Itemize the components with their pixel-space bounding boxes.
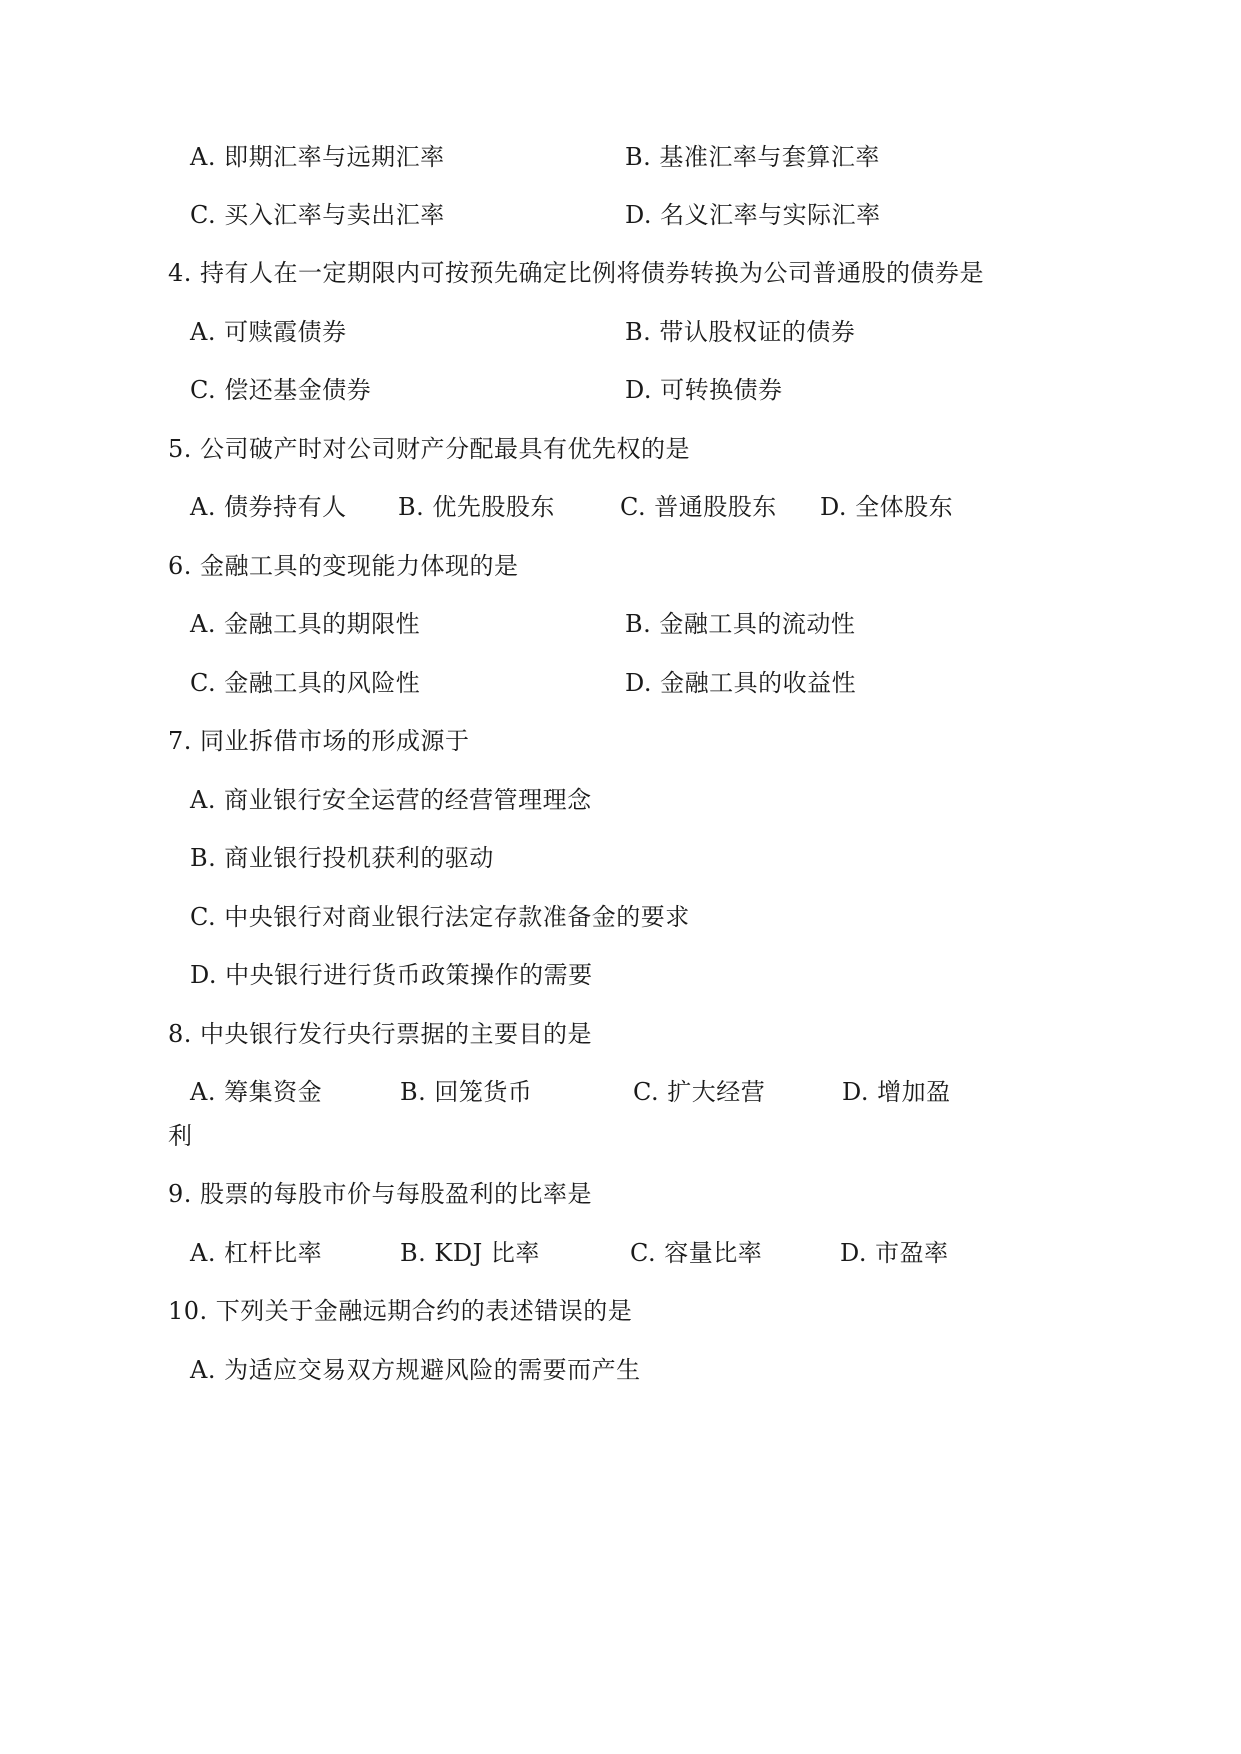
- q4-option-c: C. 偿还基金债券: [190, 376, 372, 404]
- q9-option-a: A. 杠杆比率: [190, 1239, 323, 1267]
- q9-option-b: B. KDJ 比率: [400, 1239, 540, 1267]
- q8-option-d-continued: 利: [168, 1122, 193, 1150]
- q3-option-c: C. 买入汇率与卖出汇率: [190, 201, 445, 229]
- q9-option-d: D. 市盈率: [840, 1239, 949, 1267]
- q7-option-d: D. 中央银行进行货币政策操作的需要: [190, 961, 593, 989]
- q3-option-d: D. 名义汇率与实际汇率: [625, 201, 881, 229]
- q4-option-d: D. 可转换债券: [625, 376, 783, 404]
- q8-option-a: A. 筹集资金: [190, 1078, 323, 1106]
- q5-option-d: D. 全体股东: [820, 493, 954, 521]
- q7-stem: 7. 同业拆借市场的形成源于: [168, 727, 470, 755]
- q6-option-d: D. 金融工具的收益性: [625, 669, 857, 697]
- q8-option-c: C. 扩大经营: [633, 1078, 766, 1106]
- q3-option-b: B. 基准汇率与套算汇率: [625, 143, 880, 171]
- q6-stem: 6. 金融工具的变现能力体现的是: [168, 552, 519, 580]
- q6-option-a: A. 金融工具的期限性: [190, 610, 421, 638]
- q7-option-b: B. 商业银行投机获利的驱动: [190, 844, 494, 872]
- q9-stem: 9. 股票的每股市价与每股盈利的比率是: [168, 1180, 593, 1208]
- q4-stem: 4. 持有人在一定期限内可按预先确定比例将债券转换为公司普通股的债券是: [168, 259, 985, 287]
- q8-option-b: B. 回笼货币: [400, 1078, 533, 1106]
- q8-stem: 8. 中央银行发行央行票据的主要目的是: [168, 1020, 593, 1048]
- q5-option-b: B. 优先股股东: [398, 493, 555, 521]
- q6-option-b: B. 金融工具的流动性: [625, 610, 856, 638]
- q5-stem: 5. 公司破产时对公司财产分配最具有优先权的是: [168, 435, 691, 463]
- q3-option-a: A. 即期汇率与远期汇率: [190, 143, 445, 171]
- q5-option-c: C. 普通股股东: [620, 493, 777, 521]
- q9-option-c: C. 容量比率: [630, 1239, 763, 1267]
- q7-option-a: A. 商业银行安全运营的经营管理理念: [190, 786, 592, 814]
- q10-stem: 10. 下列关于金融远期合约的表述错误的是: [168, 1297, 633, 1325]
- q10-option-a: A. 为适应交易双方规避风险的需要而产生: [190, 1356, 641, 1384]
- q8-option-d: D. 增加盈: [842, 1078, 951, 1106]
- q4-option-a: A. 可赎霞债券: [190, 318, 347, 346]
- q7-option-c: C. 中央银行对商业银行法定存款准备金的要求: [190, 903, 690, 931]
- q6-option-c: C. 金融工具的风险性: [190, 669, 421, 697]
- q5-option-a: A. 债券持有人: [190, 493, 347, 521]
- q4-option-b: B. 带认股权证的债券: [625, 318, 856, 346]
